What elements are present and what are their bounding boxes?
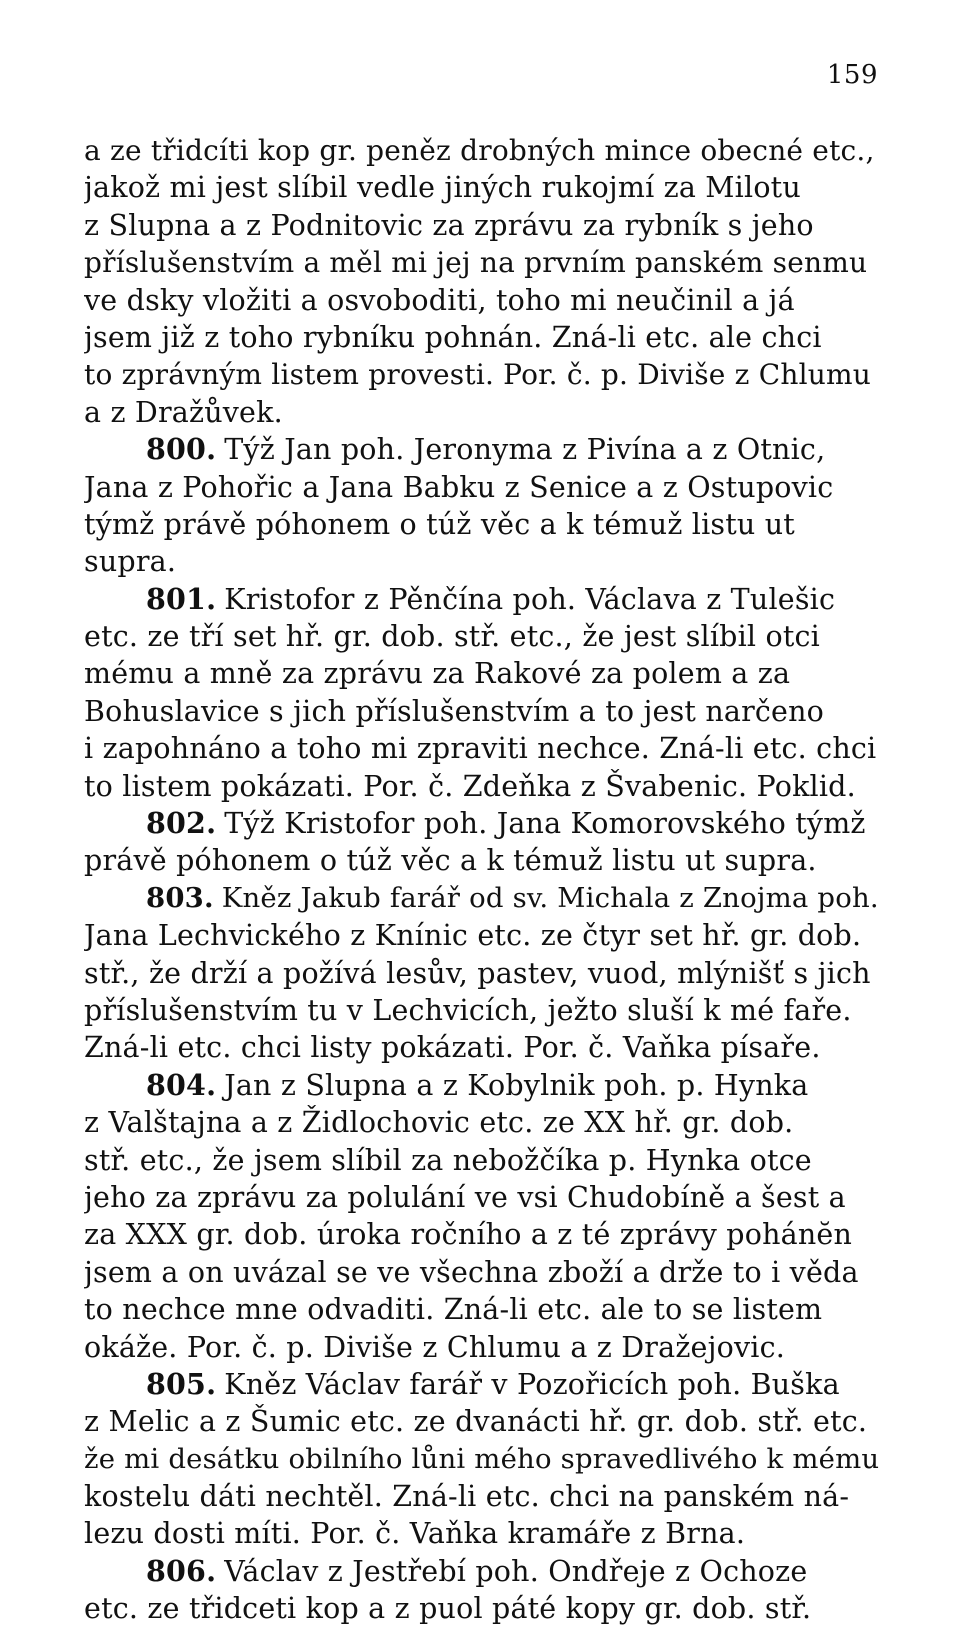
text-line	[84, 319, 879, 356]
line-text: Jana z Pohořic a Jana Babku z Senice a z Ostupovic	[84, 470, 834, 504]
page-number: 159	[826, 60, 878, 90]
line-text: jakož mi jest slíbil vedle jiných rukojmí za Milotu	[84, 171, 801, 205]
line-text: jsem a on uvázal se ve všechna zboží a drže to i věda	[84, 1255, 859, 1289]
text-line	[84, 1254, 879, 1291]
entry-first-line	[84, 1553, 879, 1590]
entry-number: 802.	[146, 806, 217, 841]
text-line	[84, 1590, 879, 1627]
entry-number: 800.	[146, 432, 217, 467]
line-text: a ze třidcíti kop gr. peněz drobných mince obecné etc.,	[84, 134, 875, 167]
line-text: právě póhonem o túž věc a k témuž listu ut supra.	[84, 844, 817, 878]
text-line	[84, 356, 879, 393]
body-text	[84, 132, 879, 1628]
entry-first-line	[84, 1366, 879, 1403]
line-text: stř. etc., že jsem slíbil za nebožčíka p. Hynka otce	[84, 1143, 812, 1177]
line-text: z Valštajna a z Židlochovic etc. ze XX hř. gr. dob.	[84, 1106, 794, 1140]
entry-first-line	[84, 431, 879, 468]
line-text: příslušenstvím tu v Lechvicích, ježto sluší k mé faře.	[84, 993, 852, 1027]
line-text: Jan z Slupna a z Kobylnik poh. p. Hynka	[224, 1068, 809, 1102]
line-text: lezu dosti míti. Por. č. Vaňka kramáře z Brna.	[84, 1517, 746, 1551]
entry-number: 804.	[146, 1067, 217, 1102]
text-line	[84, 1216, 879, 1253]
text-line	[84, 1179, 879, 1216]
line-text: etc. ze tří set hř. gr. dob. stř. etc., že jest slíbil otci	[84, 620, 820, 654]
line-text: a z Dražůvek.	[84, 395, 283, 429]
text-line	[84, 1515, 879, 1552]
line-text: okáže. Por. č. p. Diviše z Chlumu a z Dražejovic.	[84, 1330, 786, 1364]
text-line	[84, 1029, 879, 1066]
line-text: Bohuslavice s jich příslušenstvím a to jest narčeno	[84, 694, 825, 728]
text-line	[84, 1478, 879, 1515]
line-text: Kněz Václav farář v Pozořicích poh. Buška	[224, 1367, 840, 1401]
line-text: Zná-li etc. chci listy pokázati. Por. č. Vaňka písaře.	[84, 1031, 821, 1065]
line-text: Týž Jan poh. Jeronyma z Pivína a z Otnic,	[224, 433, 826, 467]
text-line	[84, 992, 879, 1029]
text-line	[84, 1441, 879, 1478]
text-line	[84, 955, 879, 992]
text-line	[84, 282, 879, 319]
text-line	[84, 394, 879, 431]
line-text: stř., že drží a požívá lesův, pastev, vuod, mlýnišť s jich	[84, 956, 871, 990]
line-text: Kristofor z Pěnčína poh. Václava z Tulešic	[224, 582, 836, 616]
text-line	[84, 768, 879, 805]
entry-number: 803.	[146, 881, 214, 914]
line-text: Kněz Jakub farář od sv. Michala z Znojma poh.	[221, 881, 879, 914]
line-text: etc. ze třidceti kop a z puol páté kopy gr. dob. stř.	[84, 1592, 812, 1626]
line-text: ve dsky vložiti a osvoboditi, toho mi neučinil a já	[84, 283, 795, 317]
entry-number: 805.	[146, 1366, 217, 1401]
entry-first-line	[84, 880, 879, 917]
line-text: Václav z Jestřebí poh. Ondřeje z Ochoze	[224, 1554, 808, 1588]
text-line	[84, 543, 879, 580]
entry-first-line	[84, 581, 879, 618]
entry-number: 806.	[146, 1553, 217, 1588]
text-line	[84, 244, 879, 281]
entry-first-line	[84, 805, 879, 842]
entry-first-line	[84, 1067, 879, 1104]
text-line	[84, 207, 879, 244]
text-line	[84, 917, 879, 954]
line-text: Týž Kristofor poh. Jana Komorovského týmž	[224, 807, 866, 841]
text-line	[84, 132, 879, 169]
line-text: kostelu dáti nechtěl. Zná-li etc. chci na panském ná-	[84, 1480, 850, 1514]
line-text: to nechce mne odvaditi. Zná-li etc. ale to se listem	[84, 1293, 823, 1327]
text-line	[84, 169, 879, 206]
text-line	[84, 655, 879, 692]
line-text: to listem pokázati. Por. č. Zdeňka z Švabenic. Poklid.	[84, 769, 856, 803]
text-line	[84, 693, 879, 730]
line-text: z Slupna a z Podnitovic za zprávu za rybník s jeho	[84, 208, 814, 242]
line-text: i zapohnáno a toho mi zpraviti nechce. Zná-li etc. chci	[84, 732, 877, 766]
line-text: že mi desátku obilního lůni mého spravedlivého k mému	[84, 1442, 879, 1475]
line-text: mému a mně za zprávu za Rakové za polem a za	[84, 657, 791, 691]
line-text: za XXX gr. dob. úroka ročního a z té zprávy pohánĕn	[84, 1218, 853, 1252]
line-text: příslušenstvím a měl mi jej na prvním panském senmu	[84, 246, 868, 280]
text-line	[84, 1329, 879, 1366]
text-line	[84, 1142, 879, 1179]
line-text: týmž právě póhonem o túž věc a k témuž listu ut	[84, 507, 795, 541]
text-line	[84, 1403, 879, 1440]
text-line	[84, 469, 879, 506]
line-text: jsem již z toho rybníku pohnán. Zná-li etc. ale chci	[84, 320, 822, 354]
text-line	[84, 1104, 879, 1141]
text-line	[84, 730, 879, 767]
text-line	[84, 1291, 879, 1328]
entry-number: 801.	[146, 581, 217, 616]
line-text: to zprávným listem provesti. Por. č. p. Diviše z Chlumu	[84, 358, 871, 392]
text-line	[84, 618, 879, 655]
line-text: z Melic a z Šumic etc. ze dvanácti hř. gr. dob. stř. etc.	[84, 1405, 868, 1439]
line-text: supra.	[84, 545, 177, 579]
line-text: Jana Lechvického z Knínic etc. ze čtyr set hř. gr. dob.	[84, 919, 862, 953]
text-line	[84, 842, 879, 879]
text-line	[84, 506, 879, 543]
line-text: jeho za zprávu za polulání ve vsi Chudobíně a šest a	[84, 1180, 846, 1214]
